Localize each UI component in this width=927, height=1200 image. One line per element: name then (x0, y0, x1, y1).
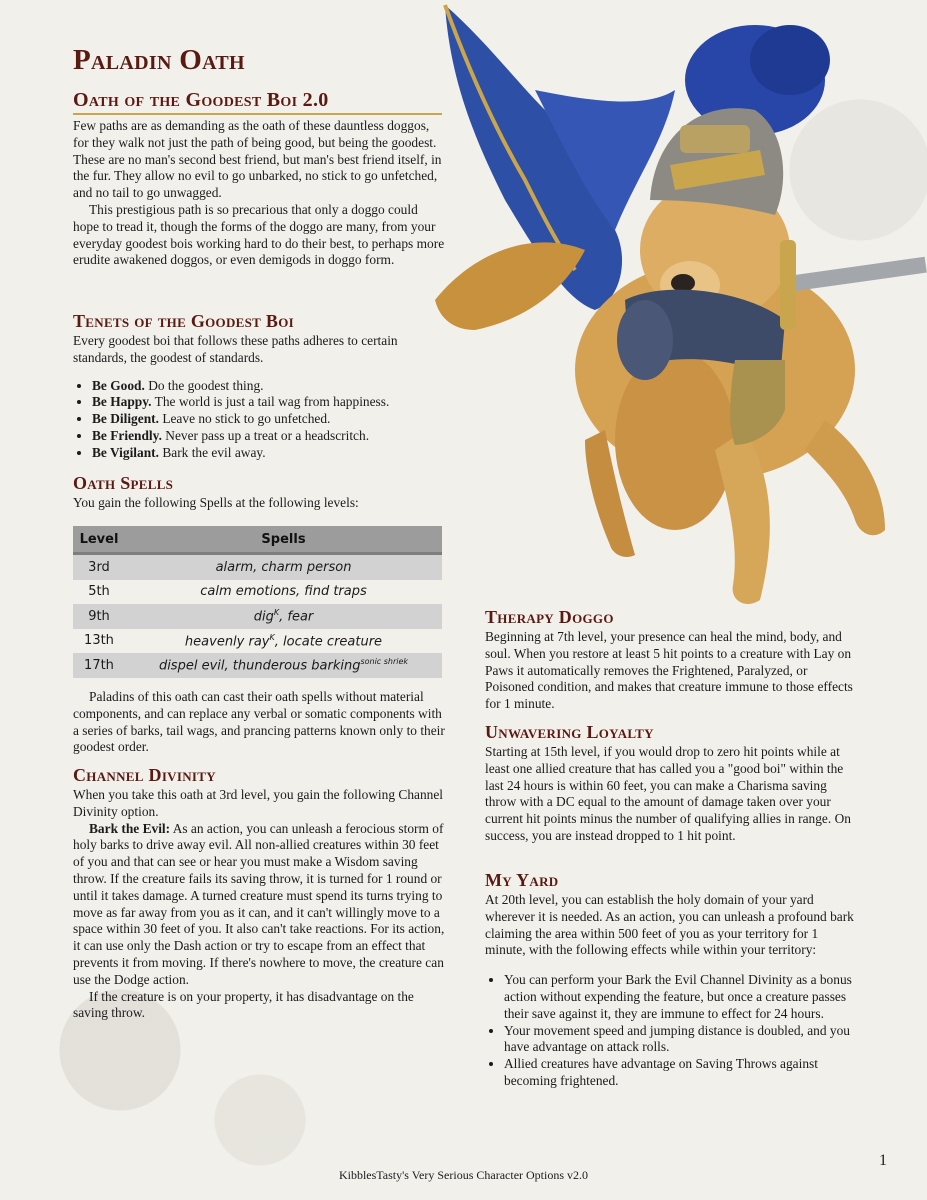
list-item: • You can perform your Bark the Evil Channel Divinity as a bonus action without expending the feature, but once a creature passes their save against it, they are immune to effect for 24 hours. (504, 972, 855, 1022)
bark-the-evil-text: As an action, you can unleash a ferocious storm of holy barks to drive away evil. All non-allied creatures within 30 feet of you and that can see or hear you must make a Wisdom saving throw. If the creature fails its saving throw, it is turned for 1 round or until it takes damage. A turned creature must spend its turns trying to move as far away from you as it can, and it can't willingly move to a space within 30 feet of you. It also can't take reactions. For its action, it can use only the Dash action or try to escape from an effect that prevents it from moving. If there's nowhere to move, the creature can use the Dodge action. (73, 820, 445, 987)
tenet-name: Be Diligent. (92, 411, 159, 427)
tenets-heading: Tenets of the Goodest Boi (73, 311, 295, 331)
spell-level: 17th (73, 653, 125, 678)
list-item (92, 411, 445, 428)
list-item (92, 394, 445, 411)
spell-source-mark: K (269, 632, 275, 642)
therapy-doggo-heading: Therapy Doggo (485, 607, 614, 627)
channel-divinity-heading: Channel Divinity (73, 765, 216, 785)
spell-text: dispel evil, thunderous barking (158, 658, 361, 674)
paladin-dog-illustration (415, 0, 927, 620)
page-footer: KibblesTasty's Very Serious Character Options v2.0 (338, 1168, 589, 1182)
oath-spells-heading: Oath Spells (73, 473, 174, 493)
oath-spells-note: Paladins of this oath can cast their oath spells without material components, and can replace any verbal or somatic components with a series of barks, tail wags, and prancing patterns known only to their goodest order. (73, 689, 445, 755)
tenet-text: The world is just a tail wag from happiness. (154, 394, 390, 410)
spell-level: 5th (73, 580, 125, 605)
dog-tail (435, 242, 585, 330)
list-item (92, 428, 445, 445)
sword-hilt (780, 240, 796, 330)
spell-source-mark: sonic shriek (360, 657, 409, 667)
tenet-name: Be Friendly. (92, 427, 162, 443)
oath-spells-table (73, 526, 442, 678)
tenet-text: Bark the evil away. (162, 444, 266, 460)
subclass-title: Oath of the Goodest Boi 2.0 (73, 89, 329, 111)
spell-text: heavenly ray (184, 633, 270, 649)
table-header-row (73, 526, 442, 554)
channel-intro: When you take this oath at 3rd level, you gain the following Channel Divinity option. (73, 787, 444, 819)
list-item (92, 445, 445, 462)
tenet-text: Never pass up a treat or a headscritch. (165, 427, 370, 443)
unwavering-loyalty-heading: Unwavering Loyalty (485, 722, 654, 742)
column-header-level: Level (73, 526, 125, 554)
my-yard-text: At 20th level, you can establish the holy domain of your yard wherever it is needed. As an action, you can unleash a profound bark claiming the area within 500 feet of you as your territory for 1 minute, with the following effects while within your territory: (485, 892, 854, 958)
table-row (73, 580, 442, 605)
spell-level: 9th (73, 604, 125, 629)
therapy-doggo-section (485, 629, 855, 713)
sword-blade (794, 257, 927, 291)
spell-source-mark: K (273, 608, 280, 618)
intro-paragraph: Few paths are as demanding as the oath of these dauntless doggos, for they walk not just the path of being good, but being the goodest. These are no man's second best friend, but man's best friend itself, in the fur. They allow no evil to go unbarked, no stick to go unfetched, and no tail to go unwagged. (73, 118, 442, 201)
list-item: • Your movement speed and jumping distance is doubled, and you have advantage on attack rolls. (504, 1023, 855, 1057)
table-row (73, 629, 442, 654)
spell-list (125, 629, 442, 654)
my-yard-heading: My Yard (485, 870, 559, 890)
tenet-name: Be Vigilant. (92, 444, 159, 460)
spell-level: 3rd (73, 554, 125, 580)
spell-list: calm emotions, find traps (125, 580, 442, 605)
oath-spells-after (73, 689, 445, 756)
dog-nose (671, 274, 695, 292)
list-item (92, 378, 445, 395)
therapy-doggo-text: Beginning at 7th level, your presence can heal the mind, body, and soul. When you restore at least 5 hit points to a creature with Lay on Paws it automatically removes the Frightened, Paralyzed, or Poisoned condition, and makes that creature immune to those effects for 1 minute. (485, 629, 853, 712)
table-row (73, 653, 442, 678)
spell-text: , locate creature (274, 633, 383, 649)
spell-list (125, 653, 442, 678)
oath-spells-intro: You gain the following Spells at the following levels: (73, 495, 359, 510)
spell-list: alarm, charm person (125, 554, 442, 580)
page-title: Paladin Oath (73, 44, 245, 76)
channel-divinity-section (73, 787, 445, 1022)
table-row (73, 604, 442, 629)
page-number: 1 (879, 1152, 887, 1169)
bark-the-evil-label: Bark the Evil: (89, 820, 171, 836)
table-row (73, 554, 442, 580)
intro-paragraph: This prestigious path is so precarious that only a doggo could hope to tread it, though the forms of the doggo are many, from your everyday goodest bois working hard to do their best, to perhaps more erudite awakened doggos, or even demigods in doggo form. (73, 201, 445, 268)
tenets-section (73, 333, 445, 462)
tenets-intro: Every goodest boi that follows these paths adheres to certain standards, the goodest of standards. (73, 333, 398, 365)
spell-text: , fear (279, 609, 314, 625)
tenet-name: Be Good. (92, 377, 145, 393)
property-paragraph: If the creature is on your property, it has disadvantage on the saving throw. (73, 988, 414, 1021)
my-yard-section (485, 892, 855, 1090)
intro-section (73, 118, 445, 269)
unwavering-loyalty-text: Starting at 15th level, if you would drop to zero hit points while at least one allied creature that has called you a "good boi" within the last 24 hours is within 60 feet, you can make a Charisma saving throw with a DC equal to the amount of damage taken over your current hit points minus the number of qualifying allies in range. On success, you are instead dropped to 1 hit point. (485, 744, 851, 843)
list-item: • Allied creatures have advantage on Saving Throws against becoming frightened. (504, 1056, 855, 1090)
tenet-text: Do the goodest thing. (148, 377, 264, 393)
tenets-list (73, 378, 445, 462)
spell-text: dig (253, 609, 274, 625)
spell-list (125, 604, 442, 629)
subtitle-rule (73, 113, 442, 115)
oath-spells-intro-wrap (73, 495, 445, 512)
my-yard-list (485, 972, 855, 1090)
unwavering-loyalty-section (485, 744, 855, 845)
dog-hind-leg (805, 420, 885, 535)
column-header-spells: Spells (125, 526, 442, 554)
tenet-name: Be Happy. (92, 394, 152, 410)
bark-the-evil-paragraph (73, 821, 445, 989)
tenet-text: Leave no stick to go unfetched. (162, 411, 331, 427)
spell-level: 13th (73, 629, 125, 654)
